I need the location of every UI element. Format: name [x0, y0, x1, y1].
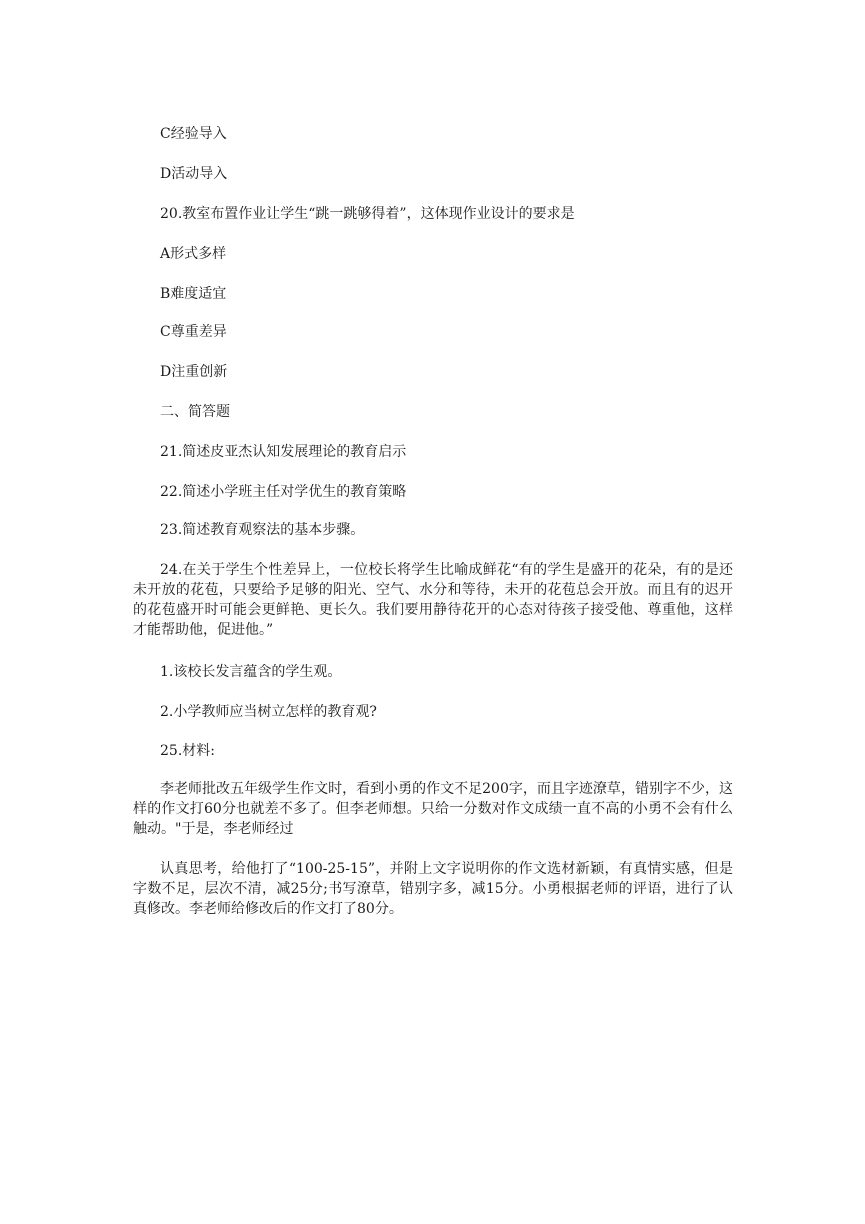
- question-25-material-paragraph-1: 李老师批改五年级学生作文时，看到小勇的作文不足200字，而且字迹潦草，错别字不少，这样的作文打60分也就差不多了。但李老师想。只给一分数对作文成绩一直不高的小勇不会有什么触动。"于是，李老师经过: [133, 781, 733, 837]
- option-d-emphasize-innovation: D注重创新: [160, 364, 228, 380]
- question-21: 21.简述皮亚杰认知发展理论的教育启示: [160, 444, 407, 460]
- section-heading-short-answer: 二、简答题: [160, 404, 230, 420]
- option-b-appropriate-difficulty: B难度适宜: [160, 286, 227, 302]
- question-25-material-paragraph-2: 认真思考，给他打了“100-25-15”，并附上文字说明你的作文选材新颖，有真情实感，但是字数不足，层次不清，减25分;书写潦草，错别字多，减15分。小勇根据老师的评语，进行了认真修改。李老师给修改后的作文打了80分。: [133, 861, 733, 917]
- question-23: 23.简述教育观察法的基本步骤。: [160, 522, 365, 538]
- option-c-respect-differences: C尊重差异: [160, 324, 227, 340]
- question-24-sub-2: 2.小学教师应当树立怎样的教育观?: [160, 704, 377, 720]
- question-24-sub-1: 1.该校长发言蕴含的学生观。: [160, 664, 342, 680]
- option-c-experience-intro: C经验导入: [160, 126, 227, 142]
- question-25-title: 25.材料:: [160, 743, 215, 759]
- question-22: 22.简述小学班主任对学优生的教育策略: [160, 484, 407, 500]
- option-d-activity-intro: D活动导入: [160, 166, 228, 182]
- question-20: 20.教室布置作业让学生“跳一跳够得着”，这体现作业设计的要求是: [160, 206, 575, 222]
- option-a-varied-forms: A形式多样: [160, 246, 227, 262]
- question-24-paragraph: 24.在关于学生个性差异上，一位校长将学生比喻成鲜花“有的学生是盛开的花朵，有的是还未开放的花苞，只要给予足够的阳光、空气、水分和等待，未开的花苞总会开放。而且有的迟开的花苞盛开时可能会更鲜艳、更长久。我们要用静待花开的心态对待孩子接受他、尊重他，这样才能帮助他，促进他。”: [133, 562, 733, 638]
